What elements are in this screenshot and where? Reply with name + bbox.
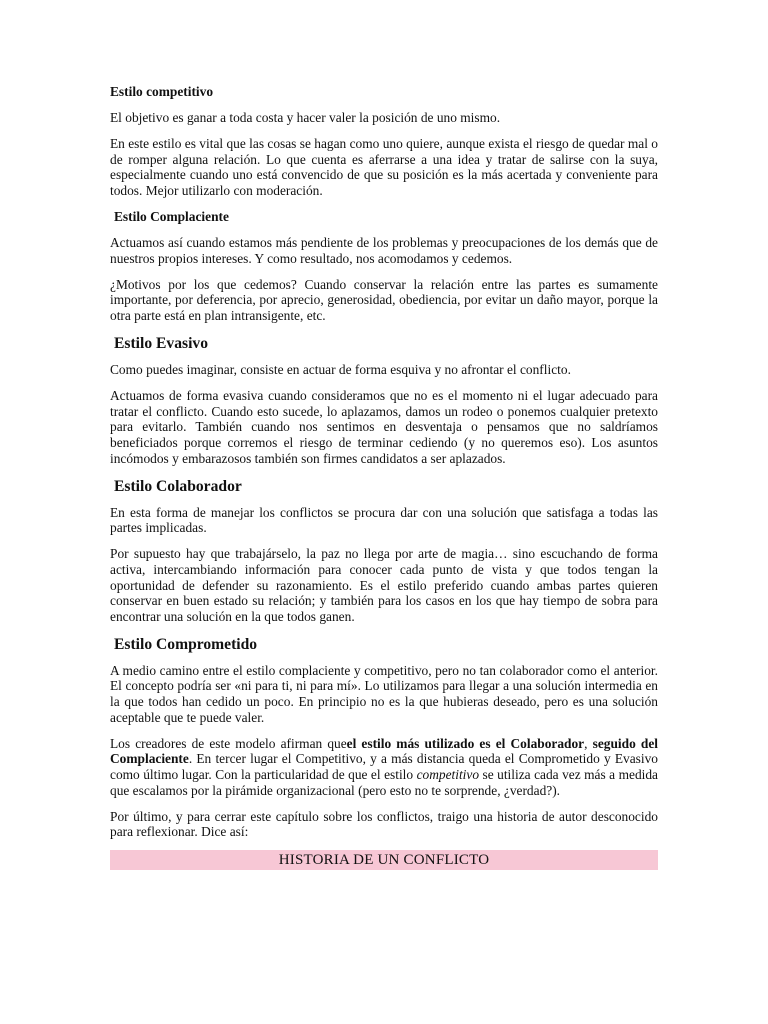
document-body bbox=[110, 84, 658, 870]
paragraph: A medio camino entre el estilo complaciente y competitivo, pero no tan colaborador como el anterior. El concepto podría ser «ni para ti, ni para mí». Lo utilizamos para llegar a una solución intermedia en la que todos han cedido un poco. En principio no es la que hubieras deseado, pero es una solución aceptable que te puede valer. bbox=[110, 662, 658, 725]
paragraph: ¿Motivos por los que cedemos? Cuando conservar la relación entre las partes es sumamente importante, por deferencia, por aprecio, generosidad, obediencia, por evitar un daño mayor, porque la otra parte está en plan intransigente, etc. bbox=[110, 276, 658, 324]
text-run: se utiliza cada vez más a medida que escalamos por la pirámide organizacional (pero esto no te sorprende, ¿verdad?). bbox=[110, 766, 658, 798]
heading-estilo-comprometido: Estilo Comprometido bbox=[114, 635, 258, 653]
text-run: , bbox=[584, 735, 593, 751]
heading-estilo-evasivo: Estilo Evasivo bbox=[114, 335, 209, 353]
heading-estilo-colaborador: Estilo Colaborador bbox=[114, 477, 242, 495]
paragraph: En este estilo es vital que las cosas se hagan como uno quiere, aunque exista el riesgo de quedar mal o de romper alguna relación. Lo que cuenta es aferrarse a una idea y tratar de salirse con la suya, especialmente cuando uno está convencido de que su posición es la más acertada y conveniente para todos. Mejor utilizarlo con moderación. bbox=[110, 136, 658, 198]
paragraph: Por supuesto hay que trabajárselo, la paz no llega por arte de magia… sino escuchando de forma activa, intercambiando información para conocer cada punto de vista y que todos tengan la oportunidad de defender su razonamiento. Es el estilo preferido cuando ambas partes quieren conservar en buen estado su relación; y también para los casos en los que hay tiempo de sobra para encontrar una solución en la que todos ganen. bbox=[110, 546, 658, 624]
text-run: Los creadores de este modelo afirman que bbox=[110, 735, 347, 751]
paragraph: En esta forma de manejar los conflictos se procura dar con una solución que satisfaga a todas las partes implicadas. bbox=[110, 504, 658, 536]
paragraph: Como puedes imaginar, consiste en actuar de forma esquiva y no afrontar el conflicto. bbox=[110, 362, 571, 378]
heading-estilo-complaciente: Estilo Complaciente bbox=[114, 209, 229, 225]
bold-text: seguido del Complaciente bbox=[110, 735, 658, 767]
paragraph-modelo bbox=[110, 736, 658, 798]
paragraph: El objetivo es ganar a toda costa y hacer valer la posición de uno mismo. bbox=[110, 110, 501, 126]
paragraph: Actuamos así cuando estamos más pendiente de los problemas y preocupaciones de los demás que de nuestros propios intereses. Y como resultado, nos acomodamos y cedemos. bbox=[110, 235, 658, 266]
paragraph: Actuamos de forma evasiva cuando consideramos que no es el momento ni el lugar adecuado para tratar el conflicto. Cuando esto sucede, lo aplazamos, damos un rodeo o ponemos cualquier pretexto para evitarlo. También cuando nos sentimos en desventaja o pensamos que no saldríamos beneficiados porque corremos el riesgo de terminar cediendo (y no queremos eso). Los asuntos incómodos y embarazosos también son firmes candidatos a ser aplazados. bbox=[110, 388, 658, 466]
italic-text: competitivo bbox=[416, 766, 480, 782]
paragraph: Por último, y para cerrar este capítulo sobre los conflictos, traigo una historia de autor desconocido para reflexionar. Dice así: bbox=[110, 808, 658, 840]
banner-historia: HISTORIA DE UN CONFLICTO bbox=[110, 850, 658, 870]
heading-estilo-competitivo: Estilo competitivo bbox=[110, 84, 214, 99]
bold-text: el estilo más utilizado es el Colaborador bbox=[346, 735, 585, 751]
text-run: . En tercer lugar el Competitivo, y a más distancia queda el Comprometido y Evasivo como último lugar. Con la particularidad de que el estilo bbox=[110, 751, 658, 782]
